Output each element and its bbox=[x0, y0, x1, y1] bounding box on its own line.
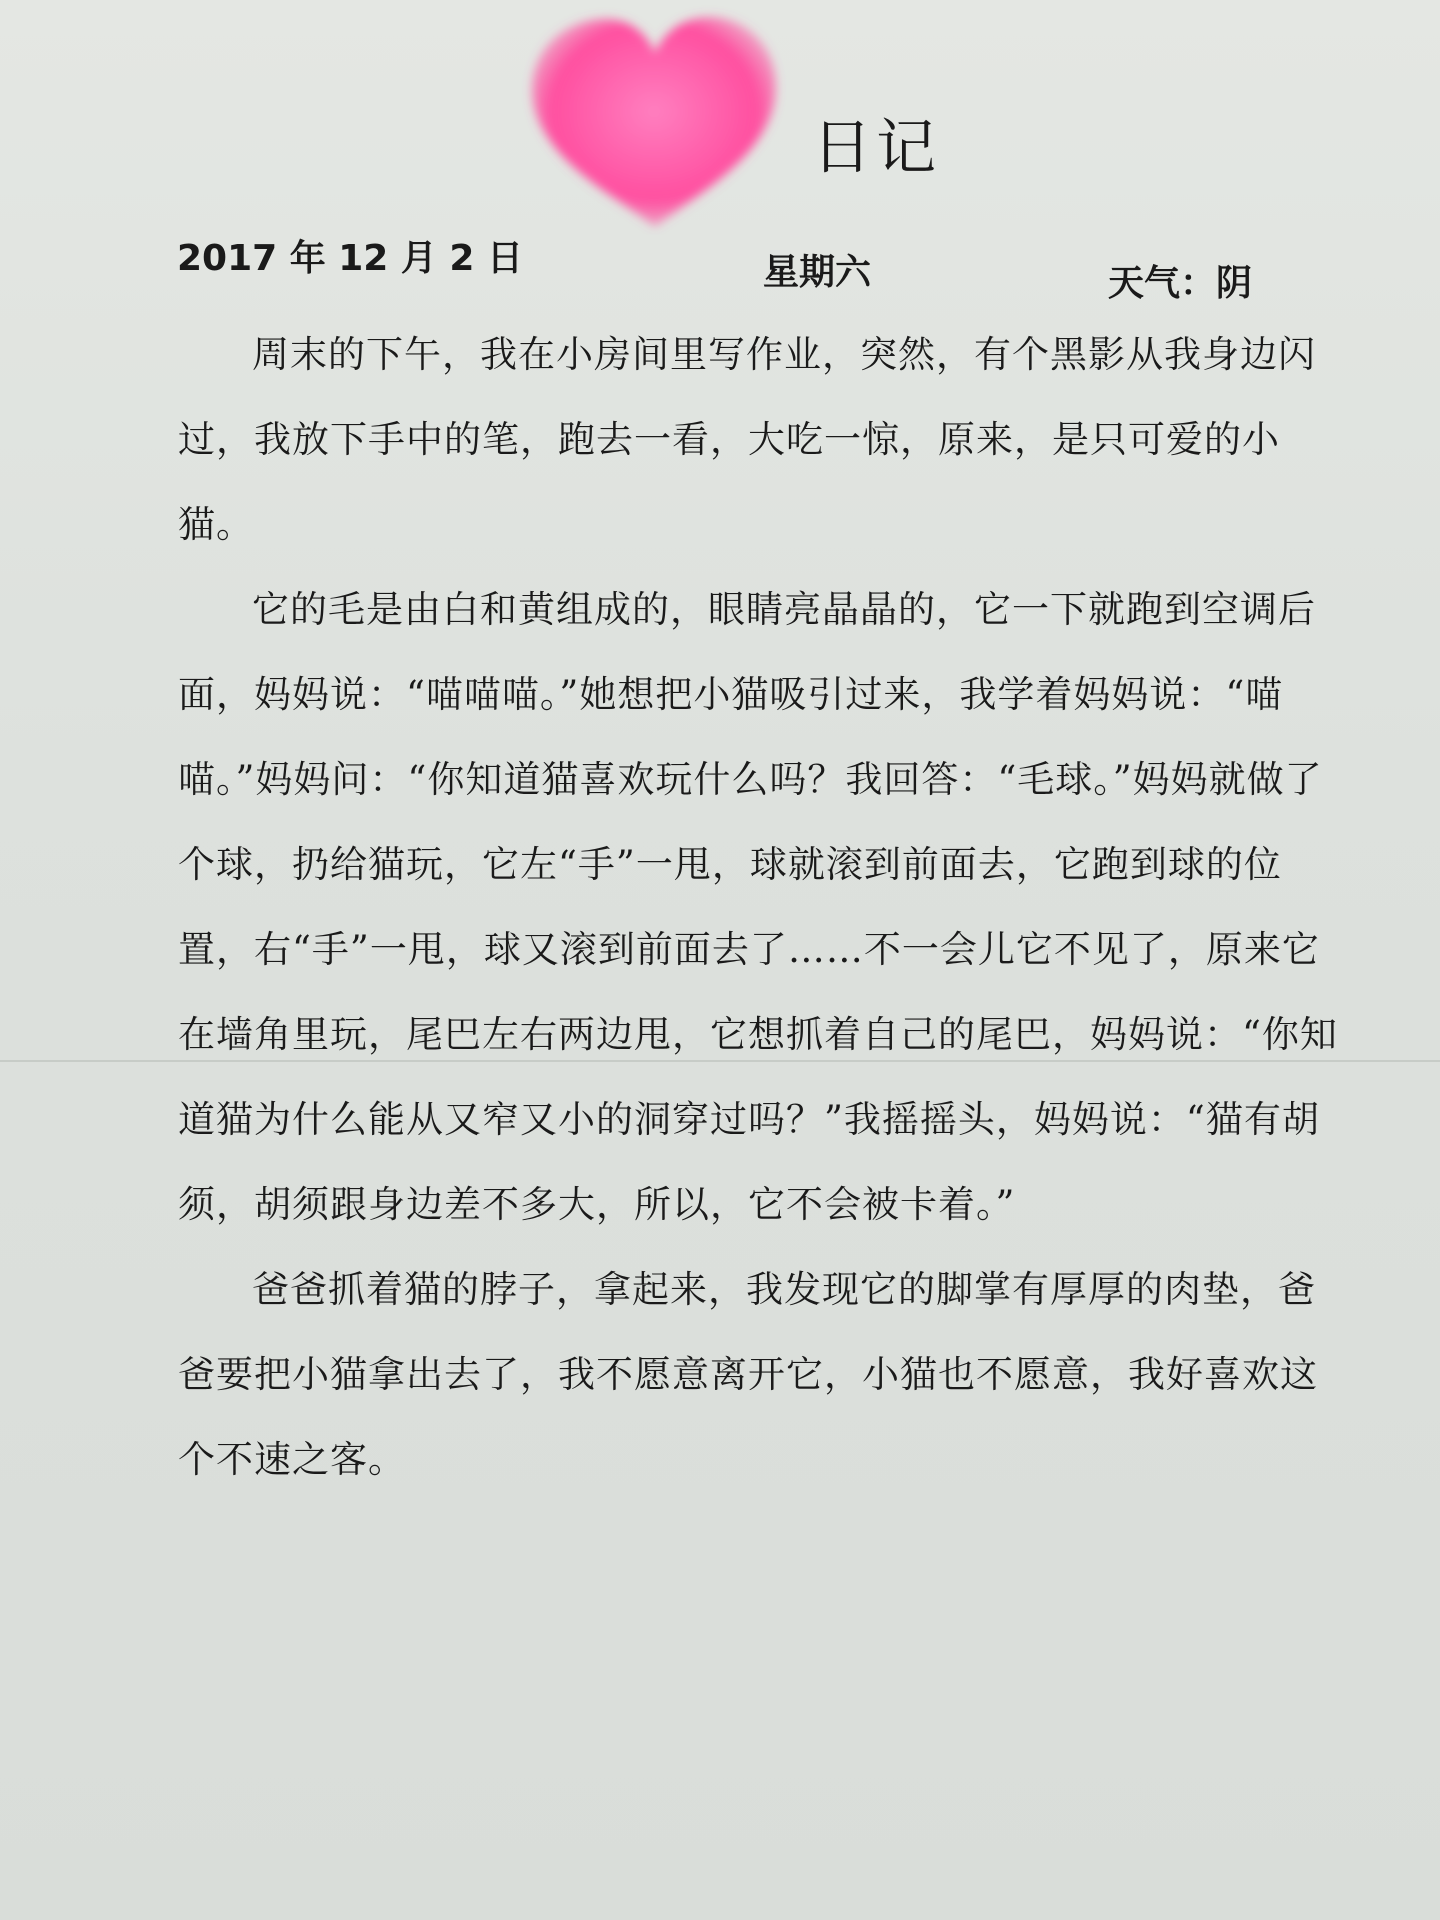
diary-body bbox=[178, 312, 1338, 1502]
diary-title: 日记 bbox=[812, 113, 940, 183]
paragraph-2: 它的毛是由白和黄组成的，眼睛亮晶晶的，它一下就跑到空调后面，妈妈说：“喵喵喵。”她想把小猫吸引过来，我学着妈妈说：“喵喵。”妈妈问：“你知道猫喜欢玩什么吗？我回答：“毛球。”妈妈就做了个球，扔给猫玩，它左“手”一甩，球就滚到前面去，它跑到球的位置，右“手”一甩，球又滚到前面去了……不一会儿它不见了，原来它在墙角里玩，尾巴左右两边甩，它想抓着自己的尾巴，妈妈说：“你知道猫为什么能从又窄又小的洞穿过吗？”我摇摇头，妈妈说：“猫有胡须，胡须跟身边差不多大，所以，它不会被卡着。” bbox=[178, 588, 1338, 1226]
entry-weather: 天气：阴 bbox=[1108, 263, 1253, 304]
paragraph-3: 爸爸抓着猫的脖子，拿起来，我发现它的脚掌有厚厚的肉垫，爸爸要把小猫拿出去了，我不愿意离开它，小猫也不愿意，我好喜欢这个不速之客。 bbox=[178, 1268, 1318, 1481]
pink-fluffy-heart-icon bbox=[520, 5, 790, 235]
paragraph-1: 周末的下午，我在小房间里写作业，突然，有个黑影从我身边闪过，我放下手中的笔，跑去一看，大吃一惊，原来，是只可爱的小猫。 bbox=[178, 333, 1316, 546]
entry-date: 2017 年 12 月 2 日 bbox=[177, 238, 524, 279]
entry-weekday: 星期六 bbox=[763, 252, 872, 293]
